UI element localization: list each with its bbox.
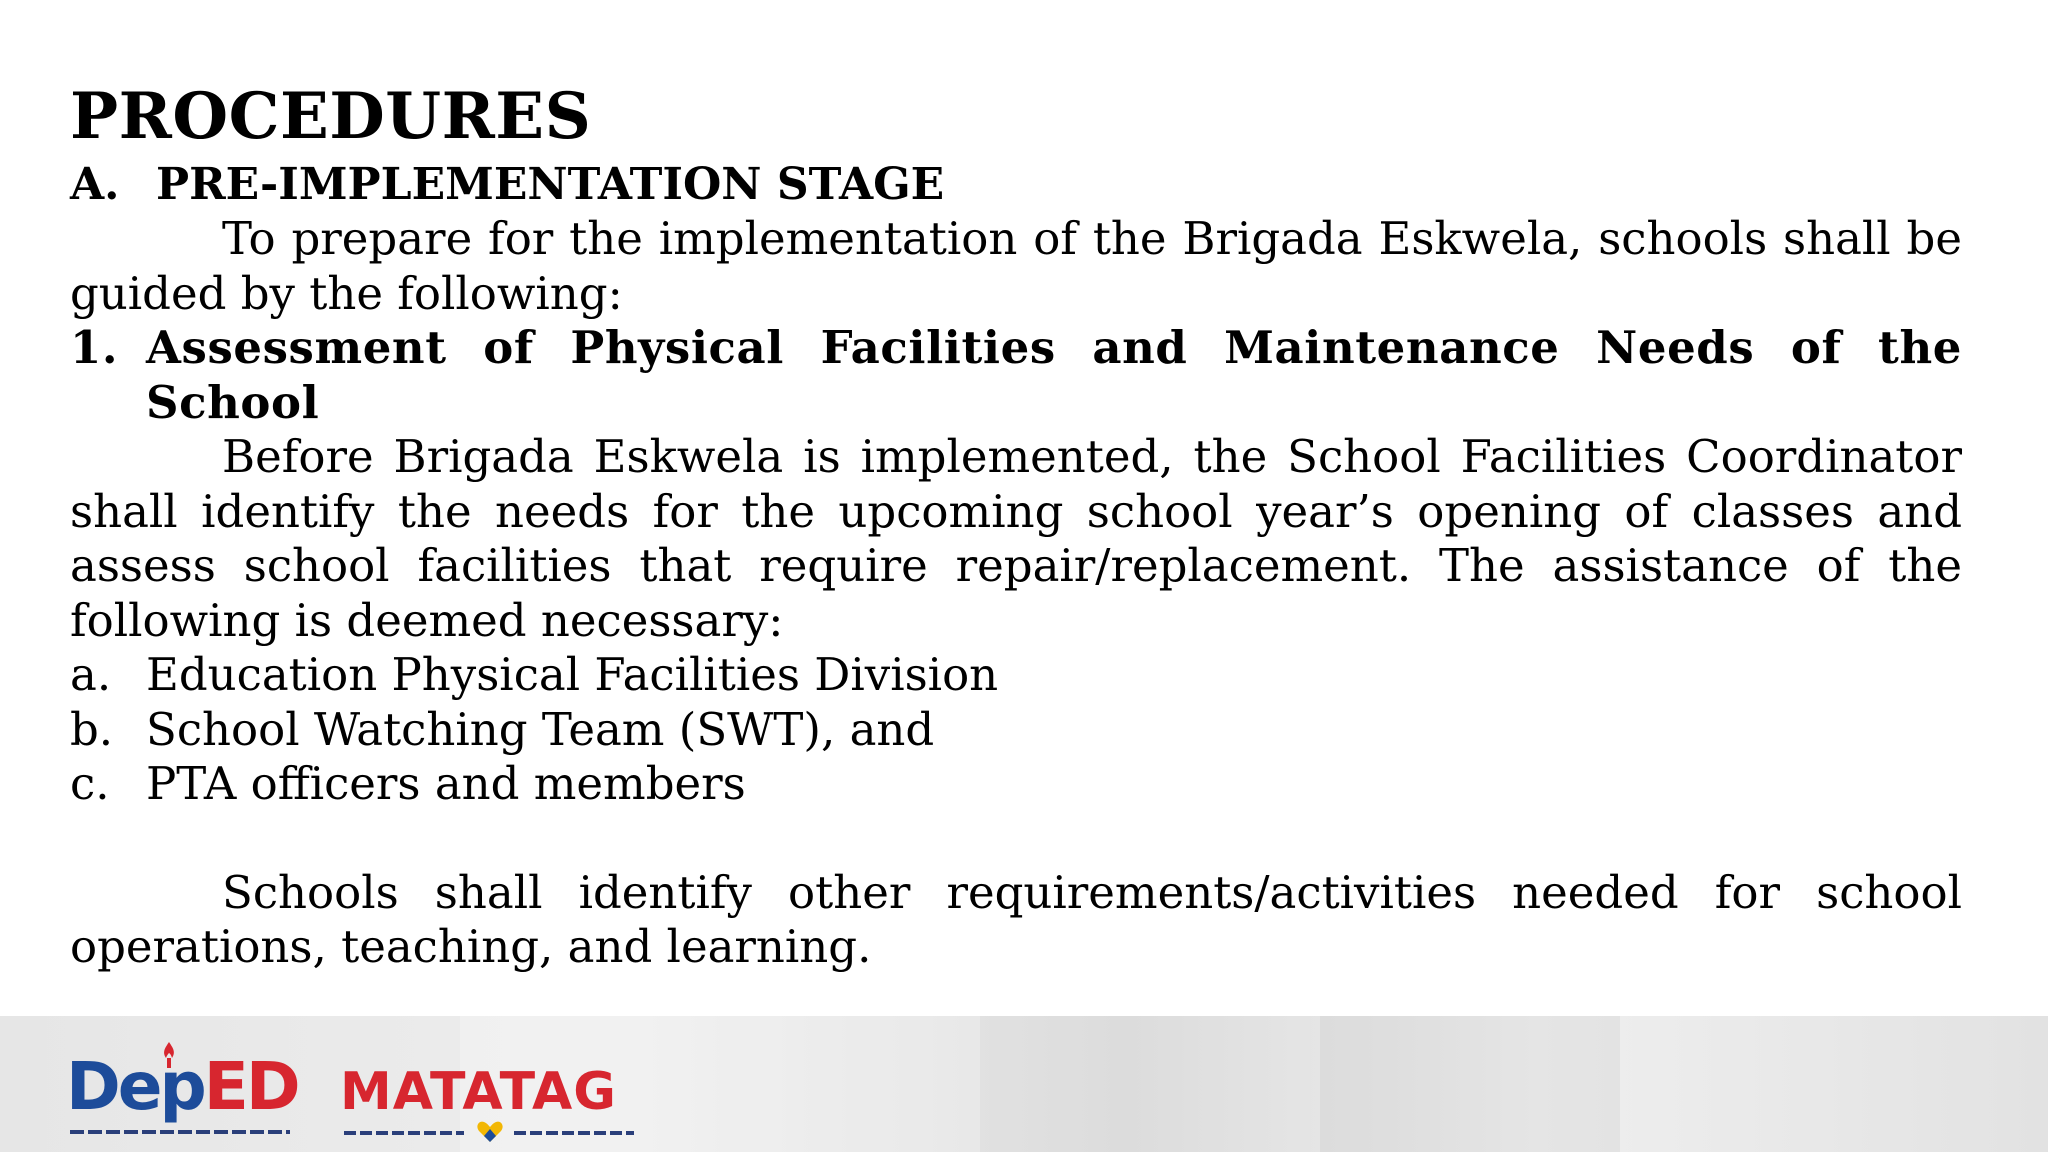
numbered-item-1 xyxy=(70,321,1962,430)
footer-shade xyxy=(1320,1016,1620,1152)
section-title: PRE-IMPLEMENTATION STAGE xyxy=(156,159,945,210)
assessment-paragraph: Before Brigada Eskwela is implemented, the School Facilities Coordinator shall identify the needs for the upcoming school year’s opening of classes and assess school facilities that require repair/replacement. The assistance of the following is deemed necessary: xyxy=(70,430,1962,647)
assistance-list xyxy=(70,648,1962,812)
spacer xyxy=(70,812,1962,866)
intro-paragraph: To prepare for the implementation of the Brigada Eskwela, schools shall be guided by the following: xyxy=(70,212,1962,320)
deped-logo xyxy=(66,1042,296,1152)
list-item xyxy=(70,703,1962,758)
list-item xyxy=(70,648,1962,703)
tagline-line-left xyxy=(344,1131,464,1135)
list-item xyxy=(70,757,1962,812)
closing-paragraph: Schools shall identify other requirements/activities needed for school operations, teaching, and learning. xyxy=(70,865,1962,973)
item-number: 1. xyxy=(70,321,119,374)
matatag-wordmark: MATATAG xyxy=(340,1062,617,1122)
heart-icon xyxy=(476,1120,504,1144)
list-text: School Watching Team (SWT), and xyxy=(146,702,935,756)
section-heading xyxy=(70,158,1962,212)
list-marker: a. xyxy=(70,648,112,701)
matatag-tagline-decoration xyxy=(344,1128,634,1138)
deped-tagline-decoration xyxy=(70,1130,290,1134)
deped-wordmark xyxy=(66,1048,298,1125)
footer-banner xyxy=(0,1016,2048,1152)
deped-part1: Dep xyxy=(66,1048,204,1125)
matatag-logo xyxy=(340,1064,640,1144)
page-title: PROCEDURES xyxy=(70,79,592,154)
section-label: A. xyxy=(70,159,120,210)
tagline-line-right xyxy=(514,1131,634,1135)
slide-content xyxy=(70,80,1962,975)
list-text: PTA officers and members xyxy=(146,757,746,810)
deped-part2: ED xyxy=(203,1048,298,1125)
list-marker: c. xyxy=(70,757,110,810)
list-text: Education Physical Facilities Division xyxy=(146,648,999,701)
item-heading: Assessment of Physical Facilities and Maintenance Needs of the School xyxy=(146,321,1962,429)
list-marker: b. xyxy=(70,702,114,756)
